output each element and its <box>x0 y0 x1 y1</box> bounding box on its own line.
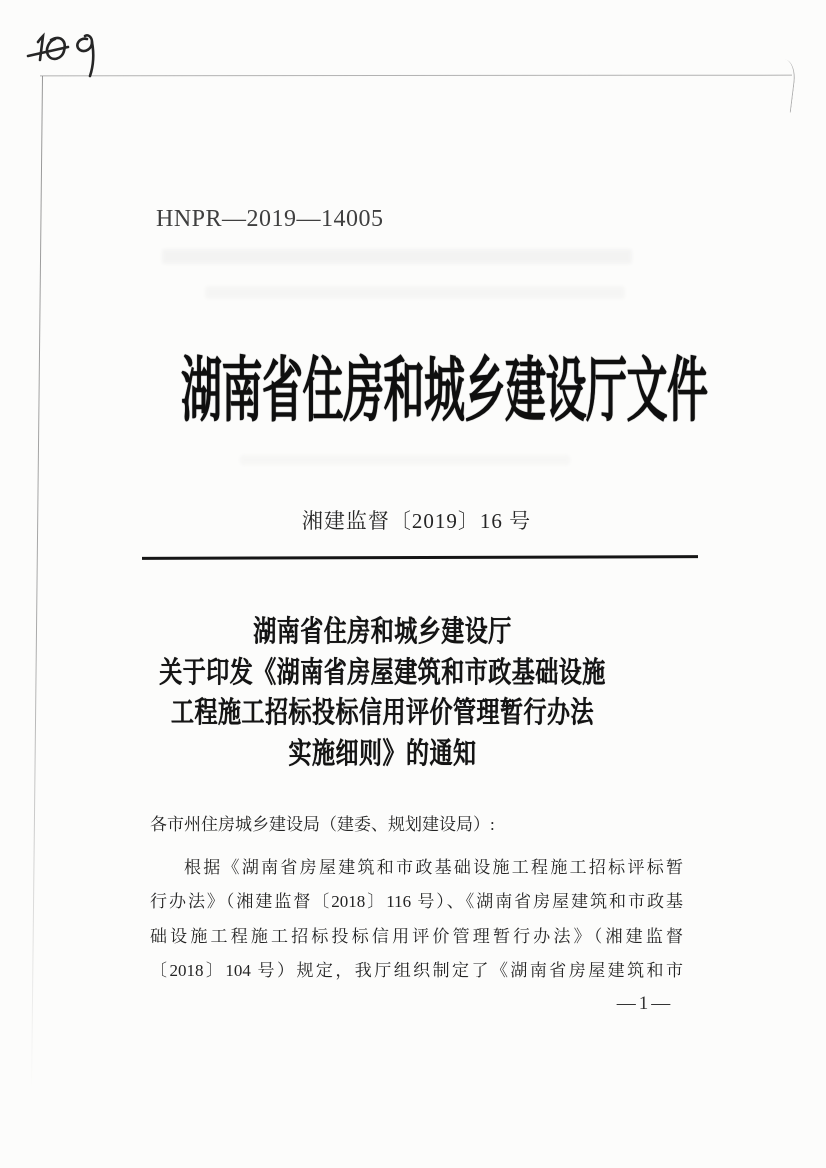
body-line-4: 〔2018〕104 号）规定，我厅组织制定了《湖南省房屋建筑和市 <box>150 961 683 980</box>
scan-left-edge-line <box>31 76 43 1088</box>
notice-title-row <box>116 734 649 775</box>
page-number: —1— <box>616 993 674 1014</box>
notice-title-row <box>116 612 649 653</box>
scan-top-edge-line <box>40 75 792 77</box>
notice-title-line-1: 湖南省住房和城乡建设厅 <box>253 615 512 648</box>
document-body <box>150 808 683 989</box>
letterhead-divider-rule <box>142 555 698 559</box>
notice-title-line-2: 关于印发《湖南省房屋建筑和市政基础设施 <box>159 656 606 688</box>
bleed-through-smudge <box>162 249 632 264</box>
notice-title <box>116 612 649 774</box>
handwritten-mark <box>24 26 120 84</box>
document-issue-number: 湘建监督〔2019〕16 号 <box>301 509 532 533</box>
notice-title-line-4: 实施细则》的通知 <box>288 737 477 769</box>
bleed-through-smudge <box>240 455 570 465</box>
bleed-through-smudge <box>205 286 625 299</box>
body-line-3: 础设施工程施工招标投标信用评价管理暂行办法》（湘建监督 <box>150 926 683 946</box>
salutation-line: 各市州住房城乡建设局（建委、规划建设局）: <box>150 815 495 834</box>
agency-letterhead-title: 湖南省住房和城乡建设厅文件 <box>181 350 708 430</box>
body-line-1: 根据《湖南省房屋建筑和市政基础设施工程施工招标评标暂 <box>184 857 683 877</box>
body-line-2: 行办法》（湘建监督〔2018〕116 号）、《湖南省房屋建筑和市政基 <box>150 892 683 911</box>
notice-title-line-3: 工程施工招标投标信用评价管理暂行办法 <box>171 696 594 729</box>
scan-corner-curl <box>778 59 797 112</box>
document-file-code: HNPR—2019—14005 <box>156 206 384 232</box>
notice-title-row <box>116 693 649 734</box>
